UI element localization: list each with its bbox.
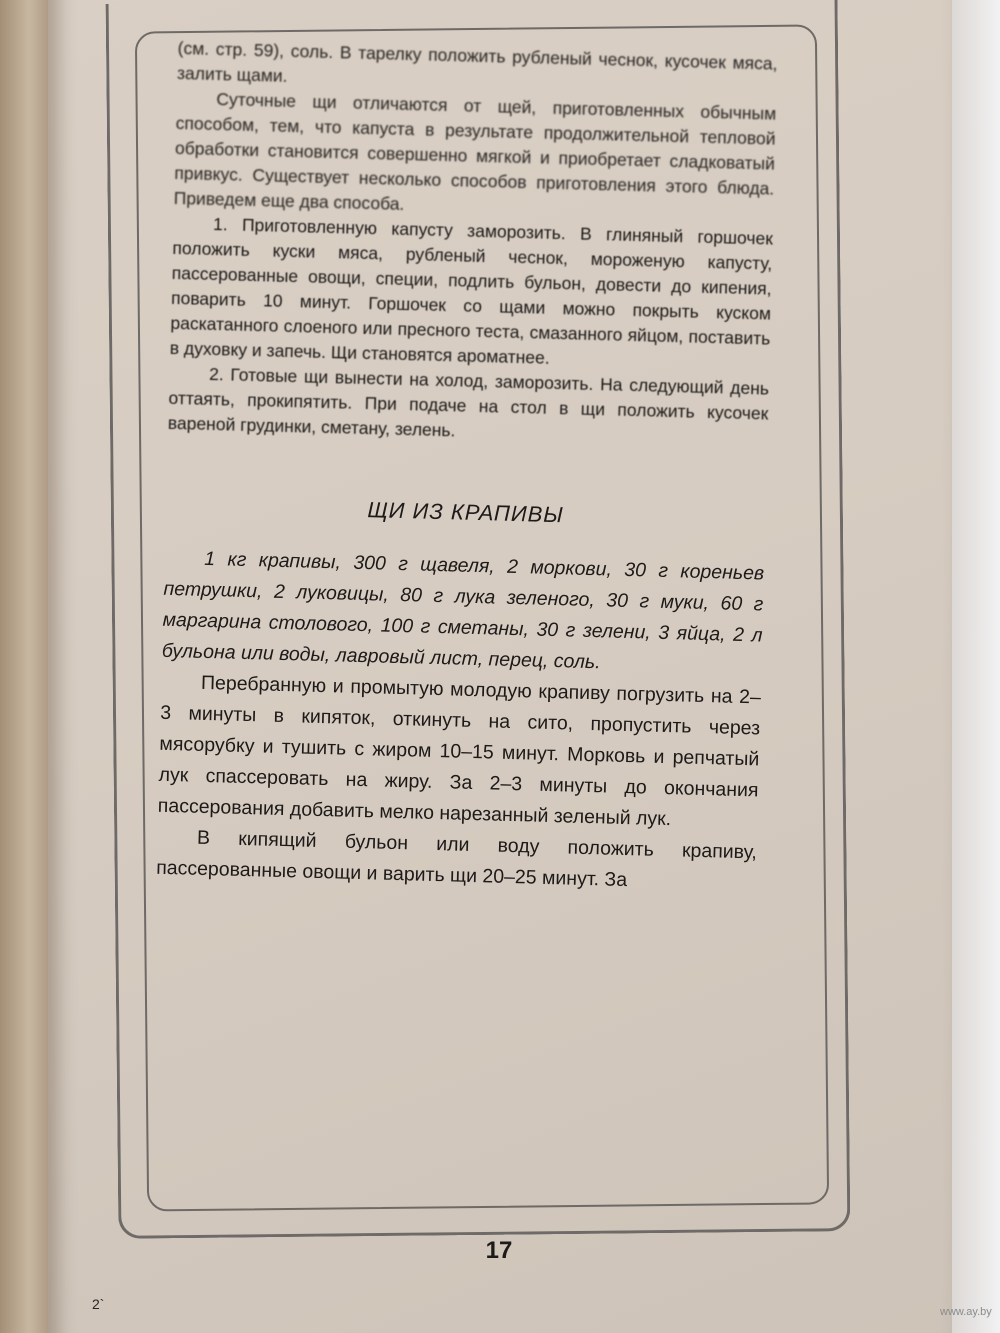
method-2-paragraph: 2. Готовые щи вынести на холод, заморозить. На следующий день оттаять, прокипятить. При подаче на стол в щи положить кусочек вареной грудинки, сметану, зелень. [167,363,770,441]
intro-paragraph: (см. стр. 59), соль. В тарелку положить рубленый чеснок, кусочек мяса, залить щами. [176,37,778,86]
book-edge [952,0,1000,1333]
watermark: www.ay.by [940,1306,992,1318]
corner-mark: 2` [92,1296,105,1312]
page-text-block [156,36,778,899]
paragraph-sutochnye: Суточные щи отличаются от щей, приготовленных обычным способом, тем, что капуста в результате продолжительной тепловой обработки становится совершенно мягкой и приобретает сладковатый привкус. Существует несколько способов приготовления этого блюда. Приведем еще два способа. [173,89,777,214]
method-1-paragraph: 1. Приготовленную капусту заморозить. В глиняный горшочек положить куски мяса, рубленый чеснок, мороженую капусту, пассерованные овощи, специи, подлить бульон, довести до кипения, поварить 10 минут. Горшочек со щами можно покрыть куском раскатанного слоеного или пресного теста, смазанного яйцом, поставить в духовку и запечь. Щи становятся ароматнее. [169,213,774,368]
recipe-title: ЩИ ИЗ КРАПИВЫ [367,497,565,528]
ingredients-list: 1 кг крапивы, 300 г щавеля, 2 моркови, 30 г кореньев петрушки, 2 луковицы, 80 г лука зеленого, 30 г муки, 60 г маргарина столового, 100 г сметаны, 30 г зелени, 3 яйца, 2 л бульона или воды, лавровый лист, перец, соль. [161,547,765,674]
page-number: 17 [485,1237,513,1264]
left-page-edge [0,0,48,1333]
methods-text [168,211,774,452]
recipe-step-1: Перебранную и промытую молодую крапиву погрузить на 2–3 минуты в кипяток, откинуть на сито, пропустить через мясорубку и тушить с жиром 10–15 минут. Морковь и репчатый лук спассеровать на жиру. За 2–3 минуты до окончания пассерования добавить мелко нарезанный зеленый лук. [157,671,762,831]
recipe-step-2: В кипящий бульон или воду положить крапиву, пассерованные овощи и варить щи 20–25 минут. За [155,826,758,892]
blurred-upper-text [173,36,777,227]
